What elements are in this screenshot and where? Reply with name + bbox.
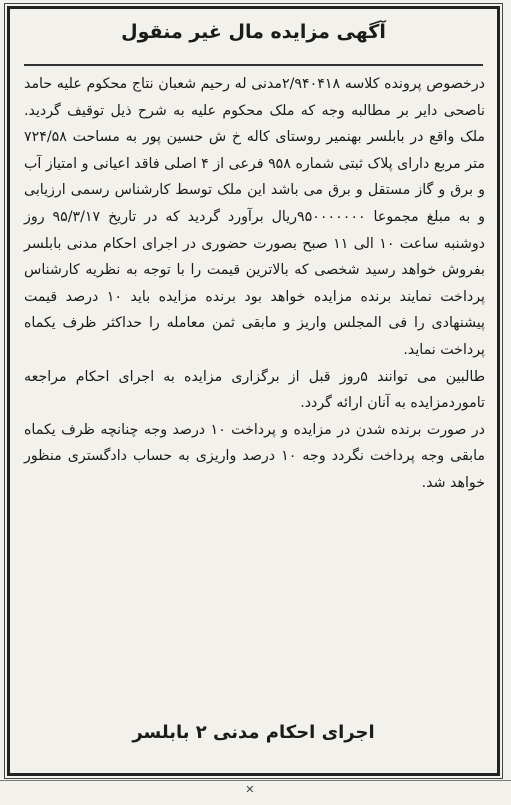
page-bottom-edge — [0, 780, 511, 805]
notice-paragraph-3: در صورت برنده شدن در مزایده و پرداخت ۱۰ درصد وجه چنانچه ظرف یکماه مابقی وجه پرداخت نگردد وجه ۱۰ درصد واریزی به حساب دادگستری منظور خواهد شد. — [24, 421, 485, 491]
notice-paragraph-1: درخصوص پرونده کلاسه ۲/۹۴۰۴۱۸مدنی له رحیم شعبان نتاج محکوم علیه حامد ناصحی دایر بر مطالبه وجه که ملک محکوم علیه به شرح ذیل توقیف گردید. ملک واقع در بابلسر بهنمیر روستای کاله خ ش حسین پور به مساحت ۷۲۴/۵۸ متر مربع دارای پلاک ثبتی شماره ۹۵۸ فرعی از ۴ اصلی فاقد اعیانی و امتیاز آب و برق و گاز مستقل و برق می باشد این ملک توسط کارشناس رسمی ارزیابی و به مبلغ مجموعا ۹۵۰۰۰۰۰۰۰ریال برآورد گردید که در تاریخ ۹۵/۳/۱۷ روز دوشنبه ساعت ۱۰ الی ۱۱ صبح بصورت حضوری در اجرای احکام مدنی بابلسر بفروش خواهد رسید شخصی که بالاترین قیمت را با توجه به نظریه کارشناس پرداخت نمایند برنده مزایده خواهد بود برنده مزایده باید ۱۰ درصد قیمت پیشنهادی را فی المجلس واریز و مابقی ثمن معامله را حداکثر ظرف یکماه پرداخت نماید. — [24, 76, 486, 358]
notice-title: آگهی مزایده مال غیر منقول — [121, 21, 386, 43]
notice-paragraph-2: طالبین می توانند ۵روز قبل از برگزاری مزایده به اجرای احکام مراجعه تاموردمزایده به آنان ارائه گردد. — [24, 368, 486, 412]
crop-mark-icon: ✕ — [245, 783, 255, 796]
notice-frame — [7, 6, 500, 776]
notice-body — [24, 71, 485, 497]
title-divider — [24, 64, 483, 66]
notice-signature: اجرای احکام مدنی ۲ بابلسر — [132, 722, 375, 743]
